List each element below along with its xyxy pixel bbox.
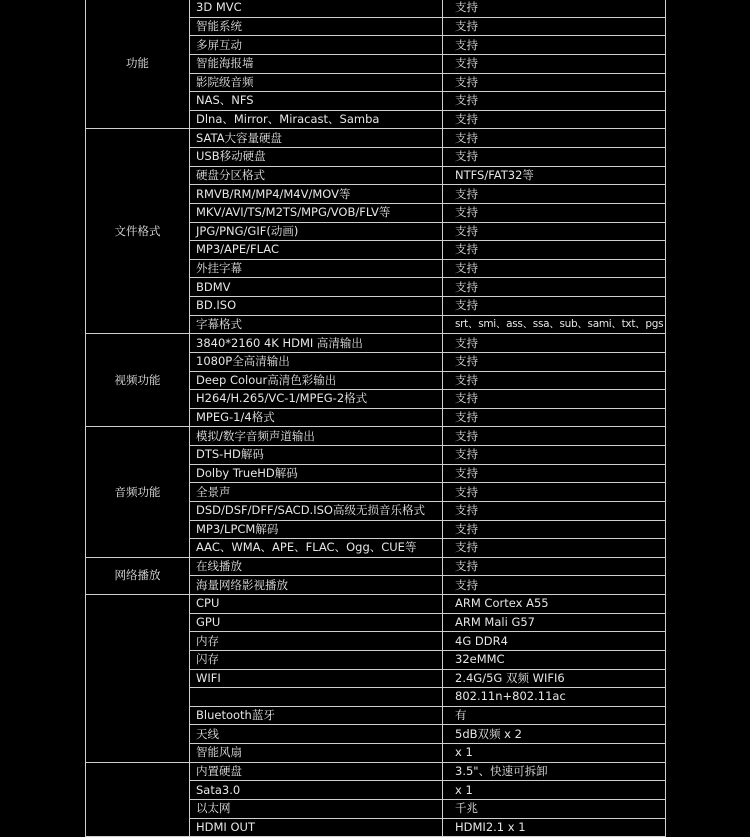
table-row [86, 334, 666, 353]
spec-item-cell: 模拟/数字音频声道输出 [190, 427, 443, 446]
spec-value-cell: 支持 [443, 17, 666, 36]
spec-item-cell: NAS、NFS [190, 92, 443, 111]
spec-value-cell: 支持 [443, 241, 666, 260]
spec-item-cell: 天线 [190, 725, 443, 744]
table-row [86, 595, 666, 614]
spec-table-body [86, 0, 666, 837]
spec-value-cell: ARM Mali G57 [443, 613, 666, 632]
table-row [86, 762, 666, 781]
spec-item-cell: 内存 [190, 632, 443, 651]
spec-value-cell: x 1 [443, 744, 666, 763]
table-row [86, 0, 666, 17]
spec-item-cell: 全景声 [190, 483, 443, 502]
spec-item-cell: 字幕格式 [190, 315, 443, 334]
spec-item-cell: 外挂字幕 [190, 259, 443, 278]
spec-item-cell: MP3/APE/FLAC [190, 241, 443, 260]
category-cell [86, 762, 190, 837]
spec-item-cell: BD.ISO [190, 297, 443, 316]
spec-item-cell: AAC、WMA、APE、FLAC、Ogg、CUE等 [190, 539, 443, 558]
spec-item-cell: Deep Colour高清色彩输出 [190, 371, 443, 390]
spec-value-cell: 32eMMC [443, 650, 666, 669]
spec-value-cell: 支持 [443, 110, 666, 129]
spec-value-cell: 支持 [443, 576, 666, 595]
spec-value-cell: ARM Cortex A55 [443, 595, 666, 614]
spec-value-cell: 802.11n+802.11ac [443, 688, 666, 707]
spec-item-cell [190, 688, 443, 707]
spec-value-cell: 支持 [443, 54, 666, 73]
spec-item-cell: 内置硬盘 [190, 762, 443, 781]
spec-item-cell: MPEG-1/4格式 [190, 408, 443, 427]
spec-value-cell: 千兆 [443, 799, 666, 818]
spec-value-cell: 支持 [443, 334, 666, 353]
spec-item-cell: 多屏互动 [190, 36, 443, 55]
spec-value-cell: 支持 [443, 352, 666, 371]
spec-item-cell: MP3/LPCM解码 [190, 520, 443, 539]
spec-value-cell: 支持 [443, 464, 666, 483]
spec-item-cell: MKV/AVI/TS/M2TS/MPG/VOB/FLV等 [190, 203, 443, 222]
spec-value-cell: 支持 [443, 557, 666, 576]
spec-value-cell: 支持 [443, 297, 666, 316]
spec-value-cell: 支持 [443, 278, 666, 297]
spec-item-cell: 智能系统 [190, 17, 443, 36]
spec-item-cell: 闪存 [190, 650, 443, 669]
spec-value-cell: 支持 [443, 446, 666, 465]
spec-item-cell: 智能海报墙 [190, 54, 443, 73]
category-cell: 网络播放 [86, 557, 190, 594]
spec-item-cell: 在线播放 [190, 557, 443, 576]
spec-item-cell: DSD/DSF/DFF/SACD.ISO高级无损音乐格式 [190, 501, 443, 520]
spec-item-cell: USB移动硬盘 [190, 148, 443, 167]
spec-value-cell: 支持 [443, 259, 666, 278]
spec-item-cell: JPG/PNG/GIF(动画) [190, 222, 443, 241]
spec-value-cell: 支持 [443, 501, 666, 520]
category-cell: 文件格式 [86, 129, 190, 334]
category-cell: 视频功能 [86, 334, 190, 427]
spec-value-cell: 支持 [443, 185, 666, 204]
spec-item-cell: 影院级音频 [190, 73, 443, 92]
spec-value-cell: 支持 [443, 483, 666, 502]
spec-value-cell: 支持 [443, 408, 666, 427]
spec-item-cell: 1080P全高清输出 [190, 352, 443, 371]
spec-item-cell: HDMI OUT [190, 818, 443, 837]
spec-value-cell: 支持 [443, 520, 666, 539]
spec-value-cell: 支持 [443, 148, 666, 167]
spec-item-cell: 智能风扇 [190, 744, 443, 763]
spec-value-cell: 支持 [443, 129, 666, 148]
spec-item-cell: 3D MVC [190, 0, 443, 17]
spec-item-cell: GPU [190, 613, 443, 632]
spec-item-cell: Dlna、Mirror、Miracast、Samba [190, 110, 443, 129]
spec-item-cell: 海量网络影视播放 [190, 576, 443, 595]
spec-value-cell: 支持 [443, 36, 666, 55]
category-cell: 功能 [86, 0, 190, 129]
spec-value-cell: NTFS/FAT32等 [443, 166, 666, 185]
spec-item-cell: WIFI [190, 669, 443, 688]
table-row [86, 557, 666, 576]
spec-item-cell: H264/H.265/VC-1/MPEG-2格式 [190, 390, 443, 409]
category-cell [86, 595, 190, 763]
table-row [86, 427, 666, 446]
spec-value-cell: 3.5"、快速可拆卸 [443, 762, 666, 781]
spec-item-cell: 硬盘分区格式 [190, 166, 443, 185]
spec-item-cell: Dolby TrueHD解码 [190, 464, 443, 483]
spec-item-cell: 3840*2160 4K HDMI 高清输出 [190, 334, 443, 353]
category-cell: 音频功能 [86, 427, 190, 557]
spec-item-cell: SATA大容量硬盘 [190, 129, 443, 148]
spec-value-cell: 支持 [443, 390, 666, 409]
spec-value-cell: 支持 [443, 539, 666, 558]
spec-value-cell: 支持 [443, 427, 666, 446]
spec-value-cell: srt、smi、ass、ssa、sub、sami、txt、pgs [443, 315, 666, 334]
spec-item-cell: 以太网 [190, 799, 443, 818]
spec-value-cell: 支持 [443, 371, 666, 390]
spec-item-cell: BDMV [190, 278, 443, 297]
spec-value-cell: 支持 [443, 203, 666, 222]
spec-item-cell: Sata3.0 [190, 781, 443, 800]
spec-value-cell: x 1 [443, 781, 666, 800]
spec-value-cell: HDMI2.1 x 1 [443, 818, 666, 837]
spec-item-cell: Bluetooth蓝牙 [190, 706, 443, 725]
spec-value-cell: 支持 [443, 92, 666, 111]
spec-value-cell: 5dB双频 x 2 [443, 725, 666, 744]
spec-item-cell: RMVB/RM/MP4/M4V/MOV等 [190, 185, 443, 204]
spec-value-cell: 支持 [443, 73, 666, 92]
spec-value-cell: 2.4G/5G 双频 WIFI6 [443, 669, 666, 688]
spec-item-cell: CPU [190, 595, 443, 614]
spec-value-cell: 支持 [443, 0, 666, 17]
spec-table [85, 0, 666, 837]
spec-value-cell: 4G DDR4 [443, 632, 666, 651]
spec-item-cell: DTS-HD解码 [190, 446, 443, 465]
spec-value-cell: 支持 [443, 222, 666, 241]
spec-value-cell: 有 [443, 706, 666, 725]
table-row [86, 129, 666, 148]
